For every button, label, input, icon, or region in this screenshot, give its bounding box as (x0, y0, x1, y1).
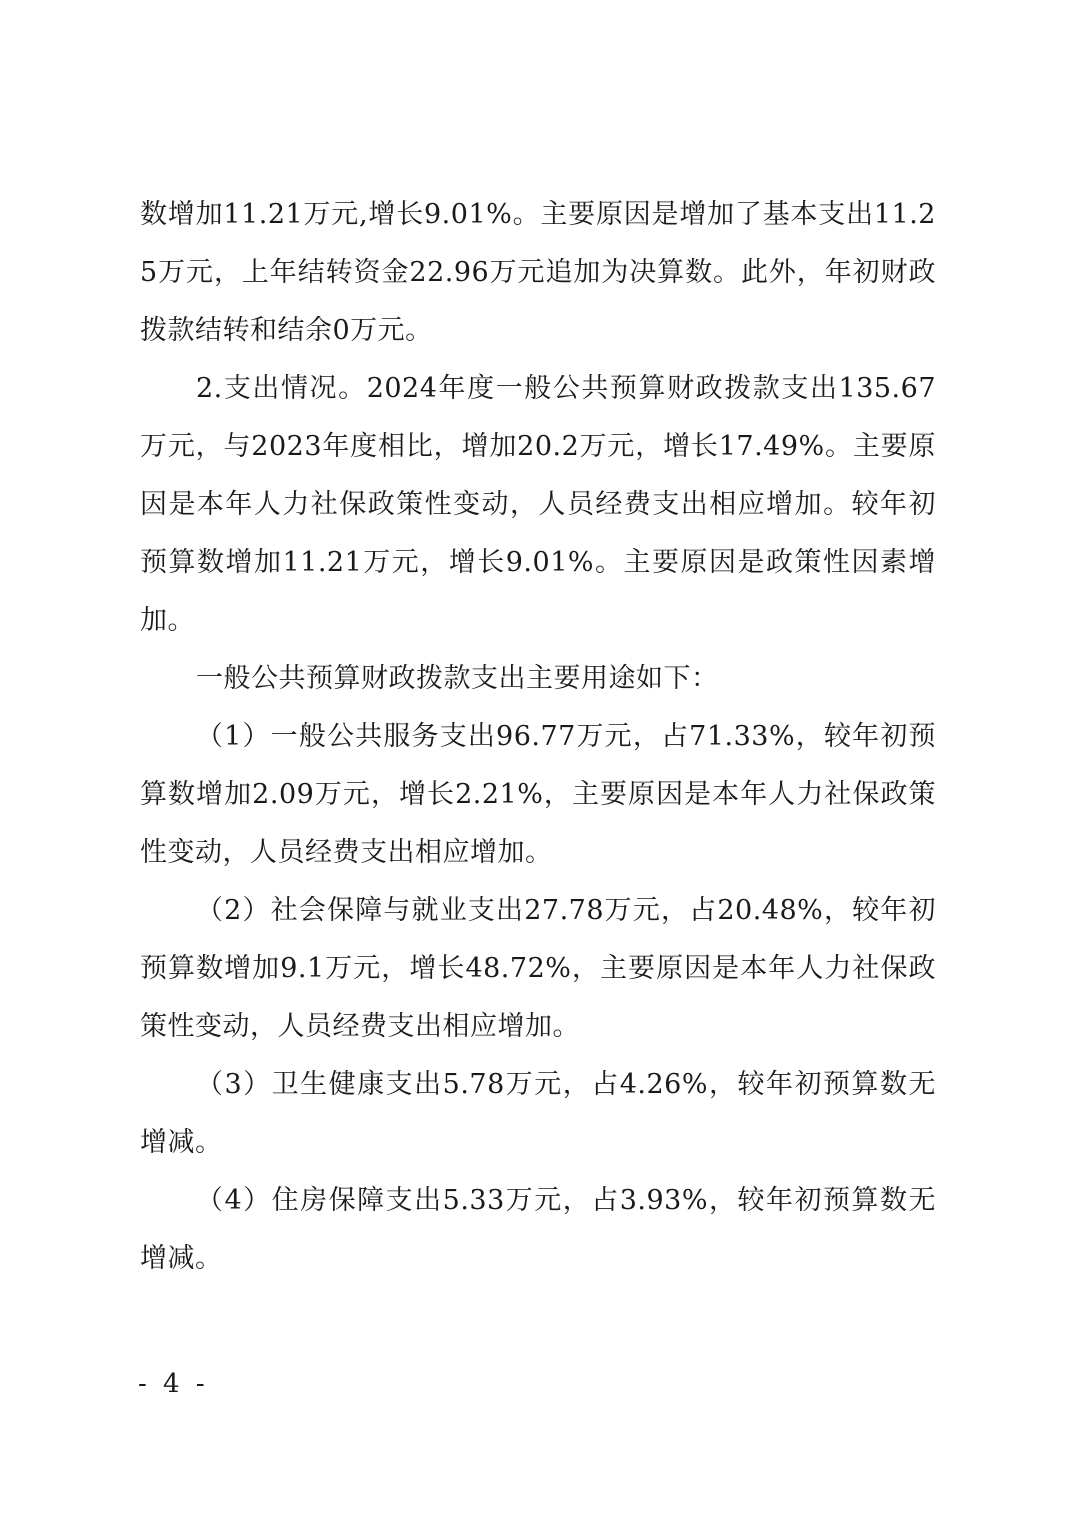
body-text (140, 186, 936, 1288)
page-number: - 4 - (138, 1369, 209, 1399)
paragraph-general-public-services: （1）一般公共服务支出96.77万元，占71.33%，较年初预算数增加2.09万元，增长2.21%，主要原因是本年人力社保政策性变动，人员经费支出相应增加。 (140, 721, 936, 868)
paragraph-housing: （4）住房保障支出5.33万元，占3.93%，较年初预算数无增减。 (140, 1185, 936, 1274)
paragraph-health: （3）卫生健康支出5.78万元，占4.26%，较年初预算数无增减。 (140, 1069, 936, 1158)
paragraph-revenue-continuation: 数增加11.21万元,增长9.01%。主要原因是增加了基本支出11.25万元，上年结转资金22.96万元追加为决算数。此外，年初财政拨款结转和结余0万元。 (140, 199, 936, 346)
paragraph-expenditure-overview: 2.支出情况。2024年度一般公共预算财政拨款支出135.67万元，与2023年度相比，增加20.2万元，增长17.49%。主要原因是本年人力社保政策性变动，人员经费支出相应增加。较年初预算数增加11.21万元，增长9.01%。主要原因是政策性因素增加。 (140, 373, 936, 636)
paragraph-main-uses-heading: 一般公共预算财政拨款支出主要用途如下： (196, 663, 719, 694)
paragraph-social-security: （2）社会保障与就业支出27.78万元，占20.48%，较年初预算数增加9.1万元，增长48.72%，主要原因是本年人力社保政策性变动，人员经费支出相应增加。 (140, 895, 936, 1042)
